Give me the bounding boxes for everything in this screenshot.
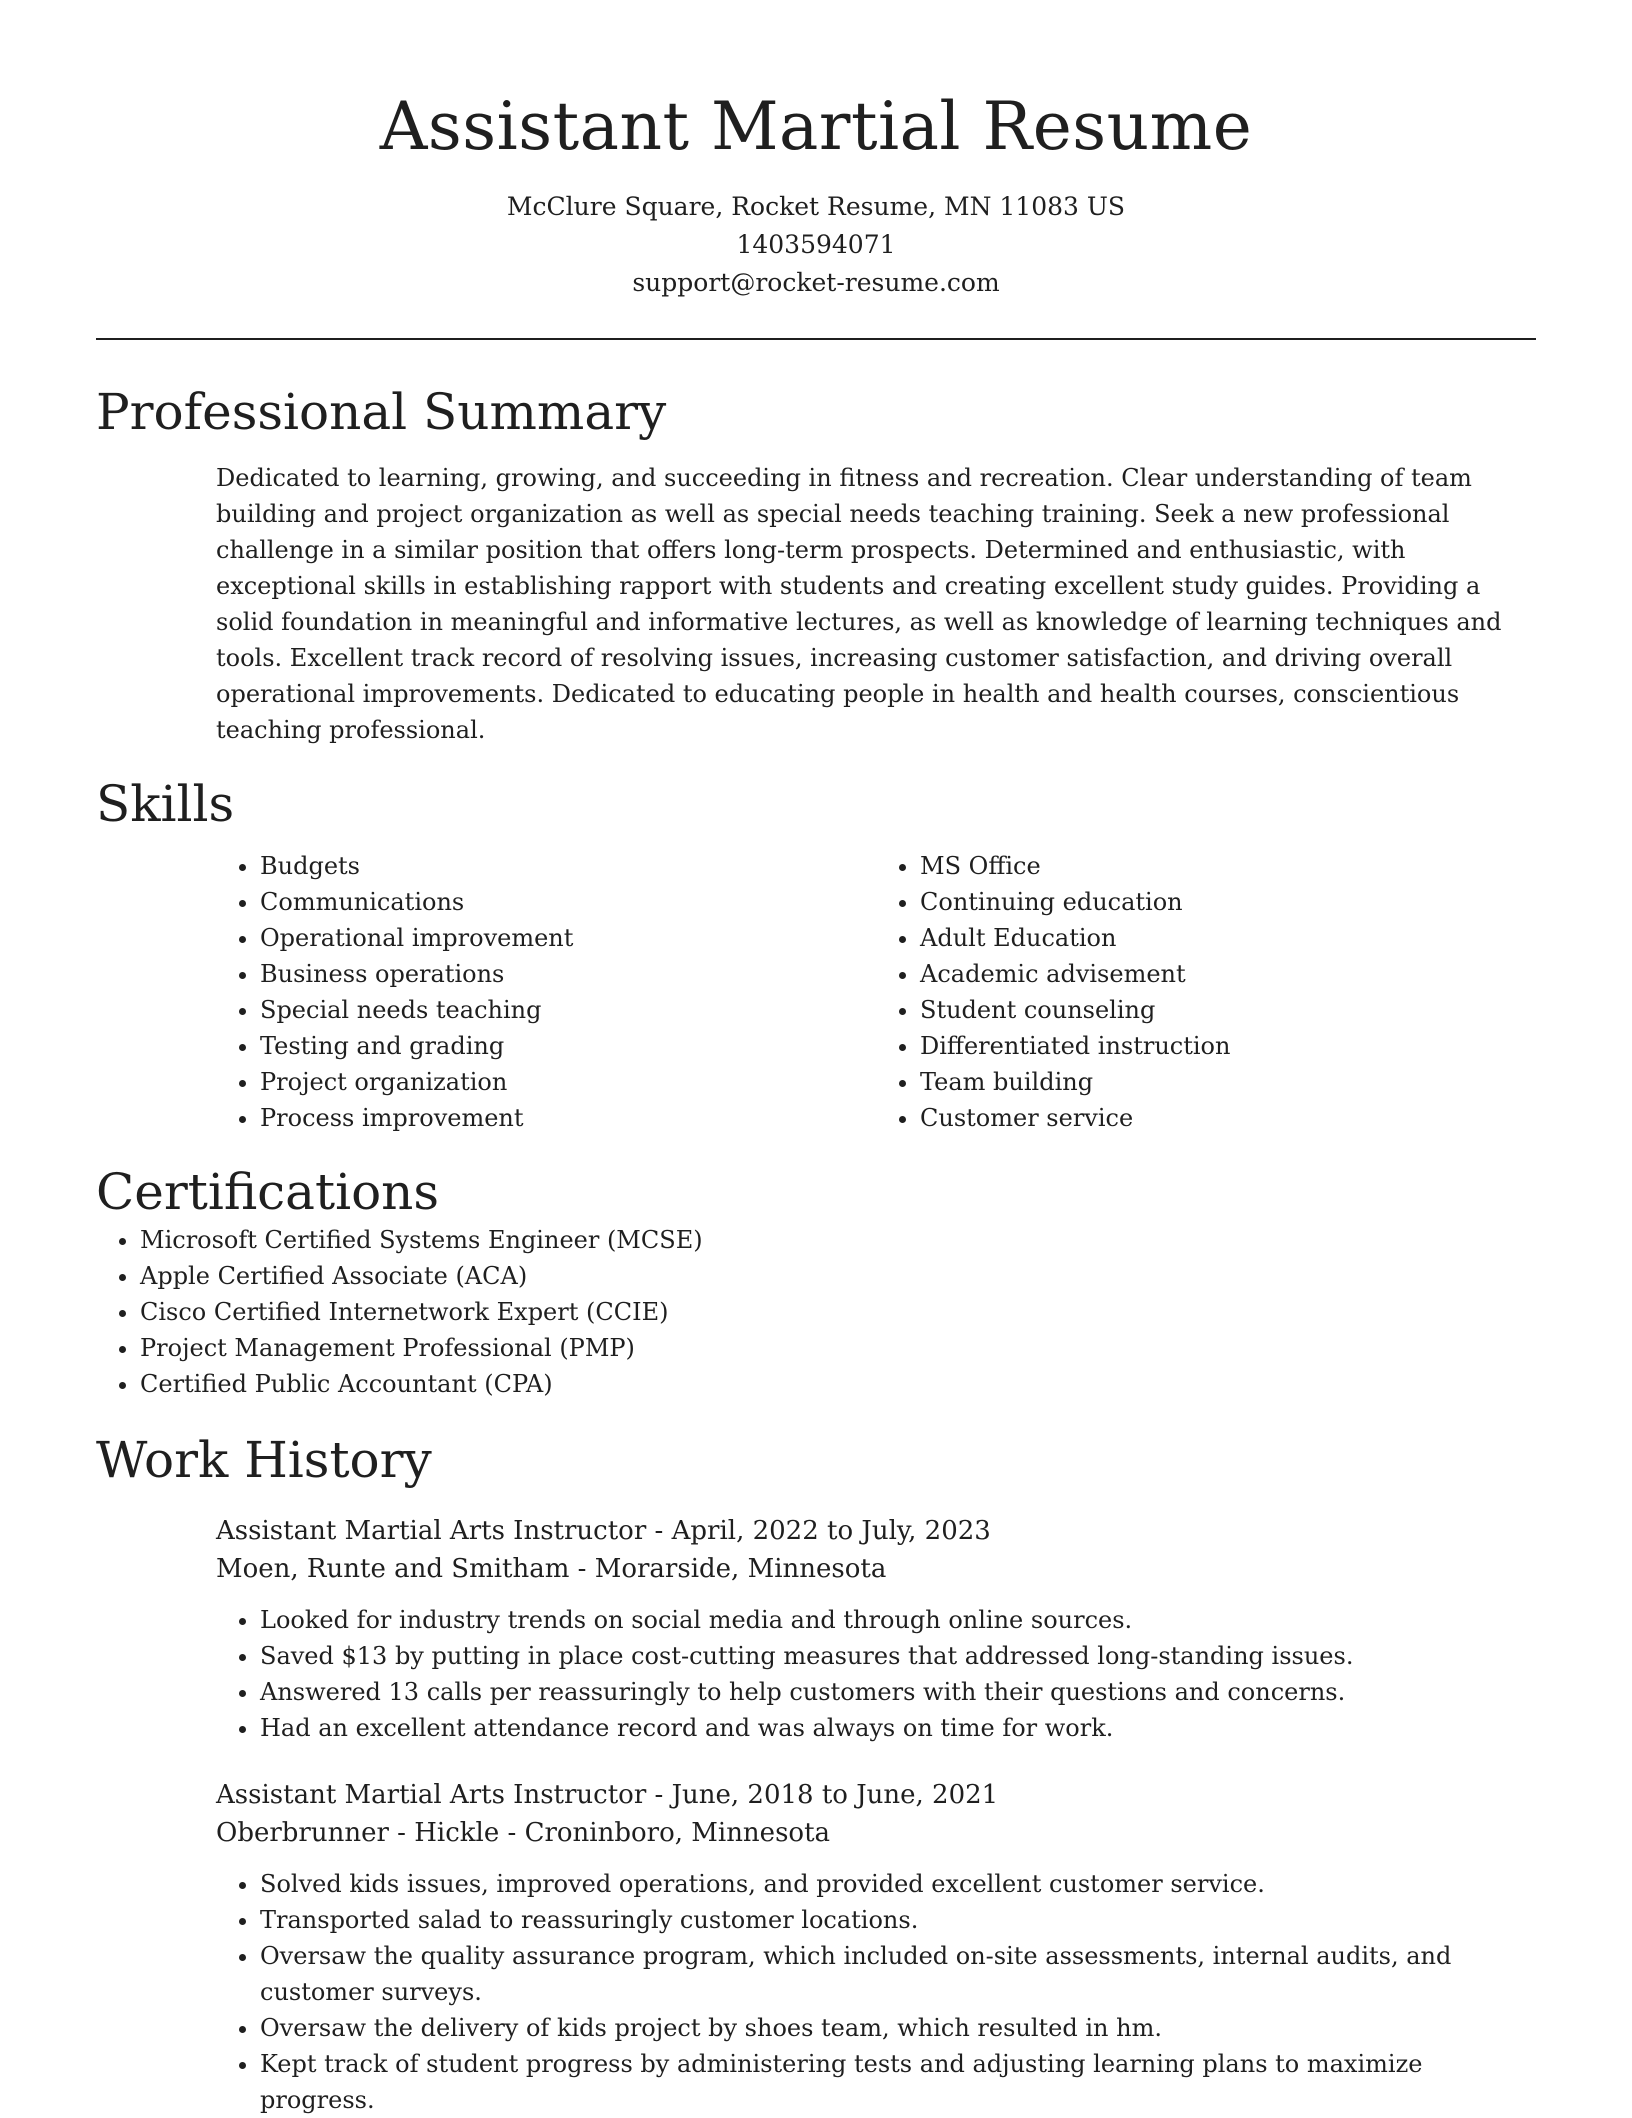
contact-email: support@rocket-resume.com	[632, 268, 1000, 297]
skill-item: • Budgets	[260, 848, 876, 884]
job-title: Assistant Martial Arts Instructor	[216, 1516, 647, 1546]
summary-heading: Professional Summary	[96, 383, 667, 441]
header-divider	[96, 338, 1536, 340]
job-bullet: • Solved kids issues, improved operations, and provided excellent customer service.	[260, 1866, 1536, 1902]
certification-item: • Apple Certified Associate (ACA)	[140, 1258, 1536, 1294]
job-title-line	[216, 1776, 1536, 1814]
skill-item: • Academic advisement	[920, 956, 1536, 992]
resume-header	[96, 80, 1536, 302]
certifications-list	[96, 1222, 1536, 1402]
job-bullet: • Kept track of student progress by administering tests and adjusting learning plans to maximize progress.	[260, 2046, 1536, 2118]
job-entry	[216, 1512, 1536, 1746]
job-bullets	[96, 1866, 1536, 2118]
skill-item: • Project organization	[260, 1064, 876, 1100]
certification-item: • Certified Public Accountant (CPA)	[140, 1366, 1536, 1402]
skills-heading: Skills	[96, 775, 235, 833]
work-history-section	[96, 1430, 1536, 2118]
skill-item: • Testing and grading	[260, 1028, 876, 1064]
job-bullet: • Saved $13 by putting in place cost-cutting measures that addressed long-standing issues.	[260, 1638, 1536, 1674]
job-dates: April, 2022 to July, 2023	[671, 1516, 991, 1546]
job-dates: June, 2018 to June, 2021	[671, 1780, 999, 1810]
certification-item: • Project Management Professional (PMP)	[140, 1330, 1536, 1366]
job-bullet: • Had an excellent attendance record and was always on time for work.	[260, 1710, 1536, 1746]
job-entry	[216, 1776, 1536, 2118]
skill-item: • Differentiated instruction	[920, 1028, 1536, 1064]
job-bullet: • Answered 13 calls per reassuringly to help customers with their questions and concerns.	[260, 1674, 1536, 1710]
summary-text: Dedicated to learning, growing, and succeeding in fitness and recreation. Clear understanding of team building and project organization as well as special needs teaching training. Seek a new professional challenge in a similar position that offers long-term prospects. Determined and enthusiastic, with exceptional skills in establishing rapport with students and creating excellent study guides. Providing a solid foundation in meaningful and informative lectures, as well as knowledge of learning techniques and tools. Excellent track record of resolving issues, increasing customer satisfaction, and driving overall operational improvements. Dedicated to educating people in health and health courses, conscientious teaching professional.	[216, 464, 1502, 744]
skills-columns	[216, 848, 1536, 1136]
job-separator: -	[577, 1554, 595, 1584]
skill-item: • Customer service	[920, 1100, 1536, 1136]
skill-item: • Special needs teaching	[260, 992, 876, 1028]
skill-item: • Communications	[260, 884, 876, 920]
job-bullets	[96, 1602, 1536, 1746]
job-title-line	[216, 1512, 1536, 1550]
job-company-line	[216, 1550, 1536, 1588]
skill-item: • Operational improvement	[260, 920, 876, 956]
job-bullet: • Oversaw the delivery of kids project by shoes team, which resulted in hm.	[260, 2010, 1536, 2046]
job-bullet: • Oversaw the quality assurance program, which included on-site assessments, internal audits, and customer surveys.	[260, 1938, 1536, 2010]
job-separator: -	[507, 1818, 525, 1848]
skill-item: • Adult Education	[920, 920, 1536, 956]
skills-section	[96, 774, 1536, 1136]
job-company: Moen, Runte and Smitham	[216, 1554, 570, 1584]
job-company-line	[216, 1814, 1536, 1852]
resume-name: Assistant Martial Resume	[379, 88, 1253, 165]
skill-item: • MS Office	[920, 848, 1536, 884]
skill-item: • Business operations	[260, 956, 876, 992]
contact-address: McClure Square, Rocket Resume, MN 11083 US	[506, 192, 1126, 221]
job-separator: -	[654, 1516, 672, 1546]
skills-left-list	[216, 848, 876, 1136]
job-company: Oberbrunner - Hickle	[216, 1818, 500, 1848]
skill-item: • Process improvement	[260, 1100, 876, 1136]
job-location: Croninboro, Minnesota	[524, 1818, 831, 1848]
job-location: Morarside, Minnesota	[594, 1554, 887, 1584]
job-title: Assistant Martial Arts Instructor	[216, 1780, 647, 1810]
certification-item: • Microsoft Certified Systems Engineer (MCSE)	[140, 1222, 1536, 1258]
job-separator: -	[654, 1780, 672, 1810]
job-bullet: • Looked for industry trends on social media and through online sources.	[260, 1602, 1536, 1638]
skill-item: • Continuing education	[920, 884, 1536, 920]
certification-item: • Cisco Certified Internetwork Expert (CCIE)	[140, 1294, 1536, 1330]
job-bullet: • Transported salad to reassuringly customer locations.	[260, 1902, 1536, 1938]
certifications-section	[96, 1162, 1536, 1402]
skills-right-list	[876, 848, 1536, 1136]
skill-item: • Team building	[920, 1064, 1536, 1100]
certifications-heading: Certifications	[96, 1163, 440, 1221]
work-history-heading: Work History	[96, 1431, 432, 1489]
skill-item: • Student counseling	[920, 992, 1536, 1028]
contact-phone: 1403594071	[736, 230, 896, 259]
summary-section	[96, 382, 1536, 748]
